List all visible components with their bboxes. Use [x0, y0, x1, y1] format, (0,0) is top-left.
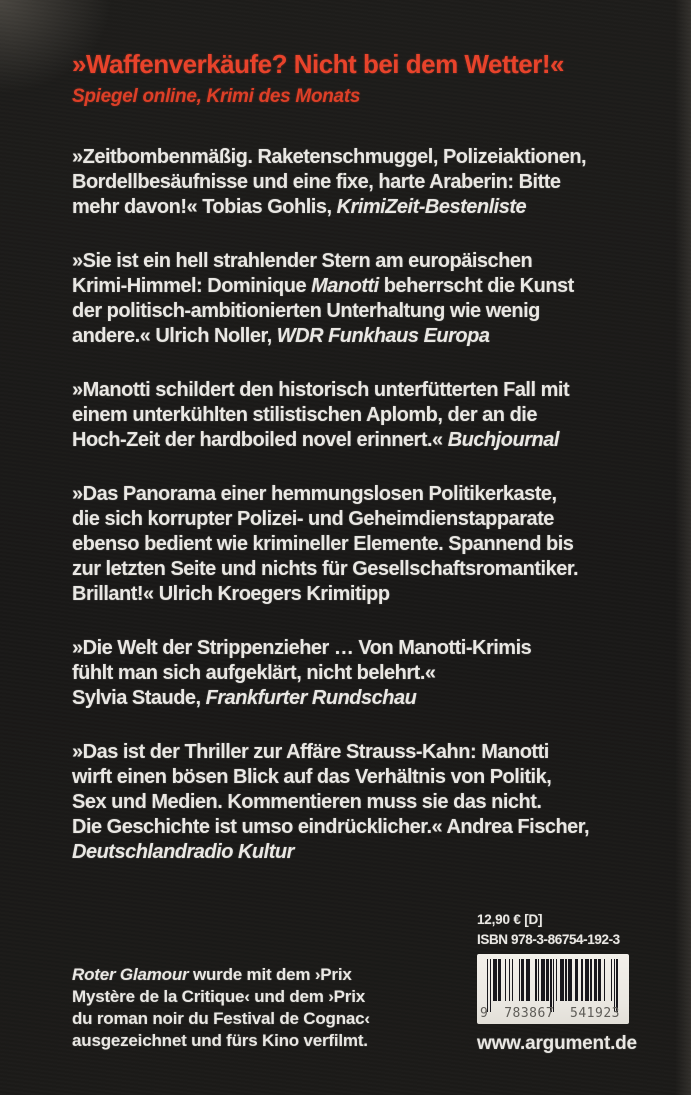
isbn-label: ISBN 978-3-86754-192-3 — [477, 932, 620, 947]
barcode — [477, 954, 629, 1024]
review-quote: »Manotti schildert den historisch unterfütterten Fall mit einem unterkühlten stilistischen Aplomb, der an die Hoch-Zeit der hardboiled novel erinnert.« Buchjournal — [72, 379, 570, 451]
review-quotes-section — [72, 0, 672, 865]
headline-source: Spiegel online, Krimi des Monats — [72, 86, 361, 107]
barcode-digit-group: 541923 — [570, 1006, 620, 1021]
price-label: 12,90 € [D] — [477, 912, 543, 927]
barcode-digit-group: 783867 — [504, 1006, 555, 1021]
barcode-digit-group: 9 — [480, 1006, 489, 1021]
headline-quote: »Waffenverkäufe? Nicht bei dem Wetter!« — [72, 49, 564, 79]
publisher-website: www.argument.de — [477, 1033, 637, 1054]
review-quote: »Die Welt der Strippenzieher … Von Manotti-Krimis fühlt man sich aufgeklärt, nicht belehrt.« Sylvia Staude, Frankfurter Rundschau — [72, 637, 532, 709]
review-quote: »Das ist der Thriller zur Affäre Strauss-Kahn: Manotti wirft einen bösen Blick auf das Verhältnis von Politik, Sex und Medien. Kommentieren muss sie das nicht. Die Geschichte ist umso eindrücklicher.« Andrea Fischer, Deutschlandradio Kultur — [72, 741, 590, 863]
review-quote: »Zeitbombenmäßig. Raketenschmuggel, Polizeiaktionen, Bordellbesäufnisse und eine fixe, harte Araberin: Bitte mehr davon!« Tobias Gohlis, KrimiZeit-Bestenliste — [72, 146, 587, 218]
review-quote: »Das Panorama einer hemmungslosen Politikerkaste, die sich korrupter Polizei- und Geheimdienstapparate ebenso bedient wie krimineller Elemente. Spannend bis zur letzten Seite und nichts für Gesellschaftsromantiker. Brillant!« Ulrich Kroegers Krimitipp — [72, 483, 579, 605]
barcode-number — [480, 1006, 620, 1021]
barcode-bars — [487, 959, 618, 1012]
publisher-block — [477, 910, 637, 1055]
award-note: Roter Glamour wurde mit dem ›Prix Mystère de la Critique‹ und dem ›Prix du roman noir du Festival de Cognac‹ ausgezeichnet und fürs Kino verfilmt. — [72, 965, 370, 1050]
press-quotes-list — [72, 145, 672, 865]
review-quote: »Sie ist ein hell strahlender Stern am europäischen Krimi-Himmel: Dominique Manotti beherrscht die Kunst der politisch-ambitionierten Unterhaltung wie wenig andere.« Ulrich Noller, WDR Funkhaus Europa — [72, 250, 574, 347]
